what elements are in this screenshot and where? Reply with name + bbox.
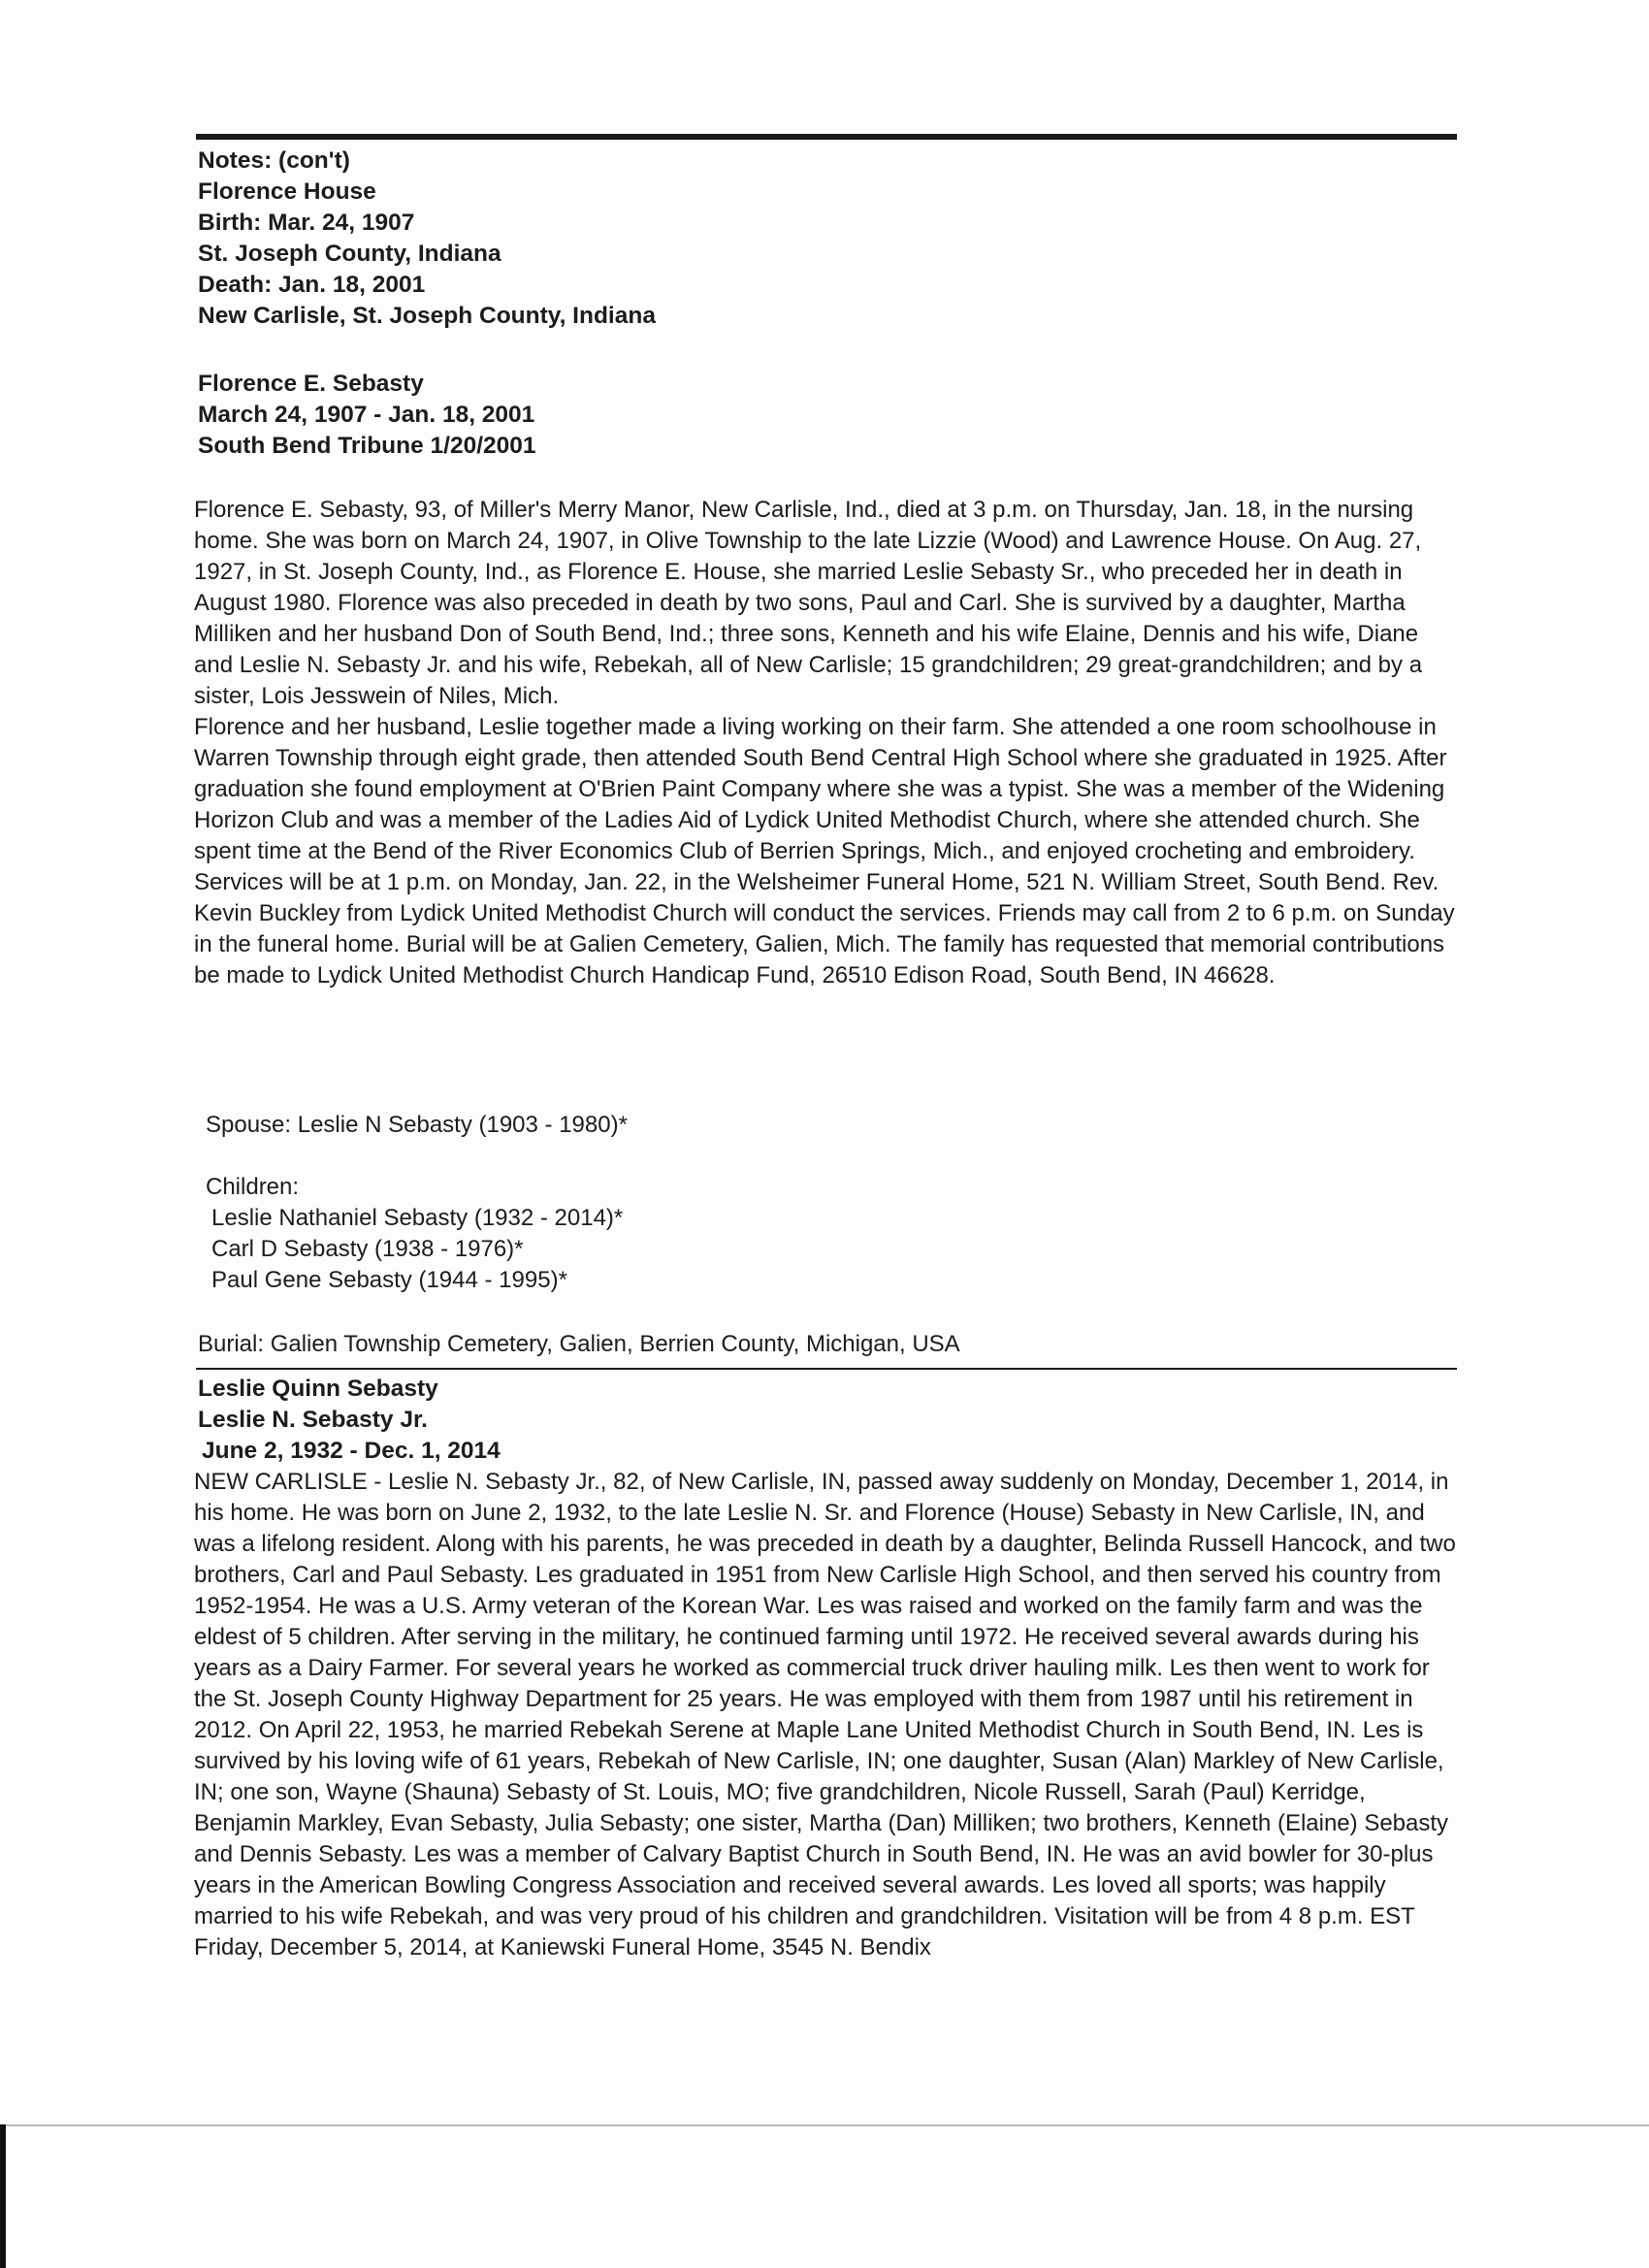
- leslie-obit-name: Leslie N. Sebasty Jr.: [198, 1407, 428, 1433]
- birth-date: Birth: Mar. 24, 1907: [198, 210, 415, 236]
- death-place: New Carlisle, St. Joseph County, Indiana: [198, 303, 656, 329]
- top-rule: [196, 134, 1457, 140]
- section-divider: [196, 1368, 1457, 1370]
- spouse-line: Spouse: Leslie N Sebasty (1903 - 1980)*: [206, 1112, 628, 1138]
- leslie-obituary-paragraph: NEW CARLISLE - Leslie N. Sebasty Jr., 82, of New Carlisle, IN, passed away suddenly on Monday, December 1, 2014, in his home. He was born on June 2, 1932, to the late Leslie N. Sr. and Florence (House) Sebasty in New Carlisle, IN, and was a lifelong resident. Along with his parents, he was preceded in death by a daughter, Belinda Russell Hancock, and two brothers, Carl and Paul Sebasty. Les graduated in 1951 from New Carlisle High School, and then served his country from 1952-1954. He was a U.S. Army veteran of the Korean War. Les was raised and worked on the family farm and was the eldest of 5 children. After serving in the military, he continued farming until 1972. He received several awards during his years as a Dairy Farmer. For several years he worked as commercial truck driver hauling milk. Les then went to work for the St. Joseph County Highway Department for 25 years. He was employed with them from 1987 until his retirement in 2012. On April 22, 1953, he married Rebekah Serene at Maple Lane United Methodist Church in South Bend, IN. Les is survived by his loving wife of 61 years, Rebekah of New Carlisle, IN; one daughter, Susan (Alan) Markley of New Carlisle, IN; one son, Wayne (Shauna) Sebasty of St. Louis, MO; five grandchildren, Nicole Russell, Sarah (Paul) Kerridge, Benjamin Markley, Evan Sebasty, Julia Sebasty; one sister, Martha (Dan) Milliken; two brothers, Kenneth (Elaine) Sebasty and Dennis Sebasty. Les was a member of Calvary Baptist Church in South Bend, IN. He was an avid bowler for 30-plus years in the American Bowling Congress Association and received several awards. Les loved all sports; was happily married to his wife Rebekah, and was very proud of his children and grandchildren. Visitation will be from 4 8 p.m. EST Friday, December 5, 2014, at Kaniewski Funeral Home, 3545 N. Bendix: [194, 1469, 1456, 1960]
- child-item: Paul Gene Sebasty (1944 - 1995)*: [211, 1267, 567, 1293]
- children-label: Children:: [206, 1174, 300, 1200]
- scan-edge-line: [0, 2124, 1649, 2126]
- obituary-paragraph: Florence E. Sebasty, 93, of Miller's Merry Manor, New Carlisle, Ind., died at 3 p.m. on Thursday, Jan. 18, in the nursing home. She was born on March 24, 1907, in Olive Township to the late Lizzie (Wood) and Lawrence House. On Aug. 27, 1927, in St. Joseph County, Ind., as Florence E. House, she married Leslie Sebasty Sr., who preceded her in death in August 1980. Florence was also preceded in death by two sons, Paul and Carl. She is survived by a daughter, Martha Milliken and her husband Don of South Bend, Ind.; three sons, Kenneth and his wife Elaine, Dennis and his wife, Diane and Leslie N. Sebasty Jr. and his wife, Rebekah, all of New Carlisle; 15 grandchildren; 29 great-grandchildren; and by a sister, Lois Jesswein of Niles, Mich.: [194, 497, 1423, 709]
- notes-header: [198, 146, 1449, 332]
- person-name: Florence House: [198, 178, 376, 205]
- leslie-obituary-body: [194, 1467, 1460, 1963]
- obituary-paragraph: Florence and her husband, Leslie together made a living working on their farm. She attended a one room schoolhouse in Warren Township through eight grade, then attended South Bend Central High School where she graduated in 1925. After graduation she found employment at O'Brien Paint Company where she was a typist. She was a member of the Widening Horizon Club and was a member of the Ladies Aid of Lydick United Methodist Church, where she attended church. She spent time at the Bend of the River Economics Club of Berrien Springs, Mich., and enjoyed crocheting and embroidery. Services will be at 1 p.m. on Monday, Jan. 22, in the Welsheimer Funeral Home, 521 N. William Street, South Bend. Rev. Kevin Buckley from Lydick United Methodist Church will conduct the services. Friends may call from 2 to 6 p.m. on Sunday in the funeral home. Burial will be at Galien Cemetery, Galien, Mich. The family has requested that memorial contributions be made to Lydick United Methodist Church Handicap Fund, 26510 Edison Road, South Bend, IN 46628.: [194, 714, 1455, 988]
- child-item: Leslie Nathaniel Sebasty (1932 - 2014)*: [211, 1205, 624, 1231]
- obituary-header: [198, 369, 1449, 462]
- burial-line: Burial: Galien Township Cemetery, Galien, Berrien County, Michigan, USA: [198, 1331, 960, 1357]
- obituary-name: Florence E. Sebasty: [198, 371, 424, 397]
- obituary-source: South Bend Tribune 1/20/2001: [198, 433, 536, 459]
- birth-place: St. Joseph County, Indiana: [198, 241, 501, 267]
- notes-label: Notes: (con't): [198, 147, 350, 174]
- obituary-body: [194, 495, 1460, 991]
- scan-edge-shadow: [0, 2124, 6, 2268]
- children-list: [206, 1172, 623, 1296]
- leslie-dates: June 2, 1932 - Dec. 1, 2014: [202, 1438, 501, 1464]
- leslie-name: Leslie Quinn Sebasty: [198, 1376, 438, 1402]
- leslie-header: [198, 1374, 1449, 1467]
- obituary-dates: March 24, 1907 - Jan. 18, 2001: [198, 402, 535, 428]
- death-date: Death: Jan. 18, 2001: [198, 272, 426, 298]
- child-item: Carl D Sebasty (1938 - 1976)*: [211, 1236, 524, 1262]
